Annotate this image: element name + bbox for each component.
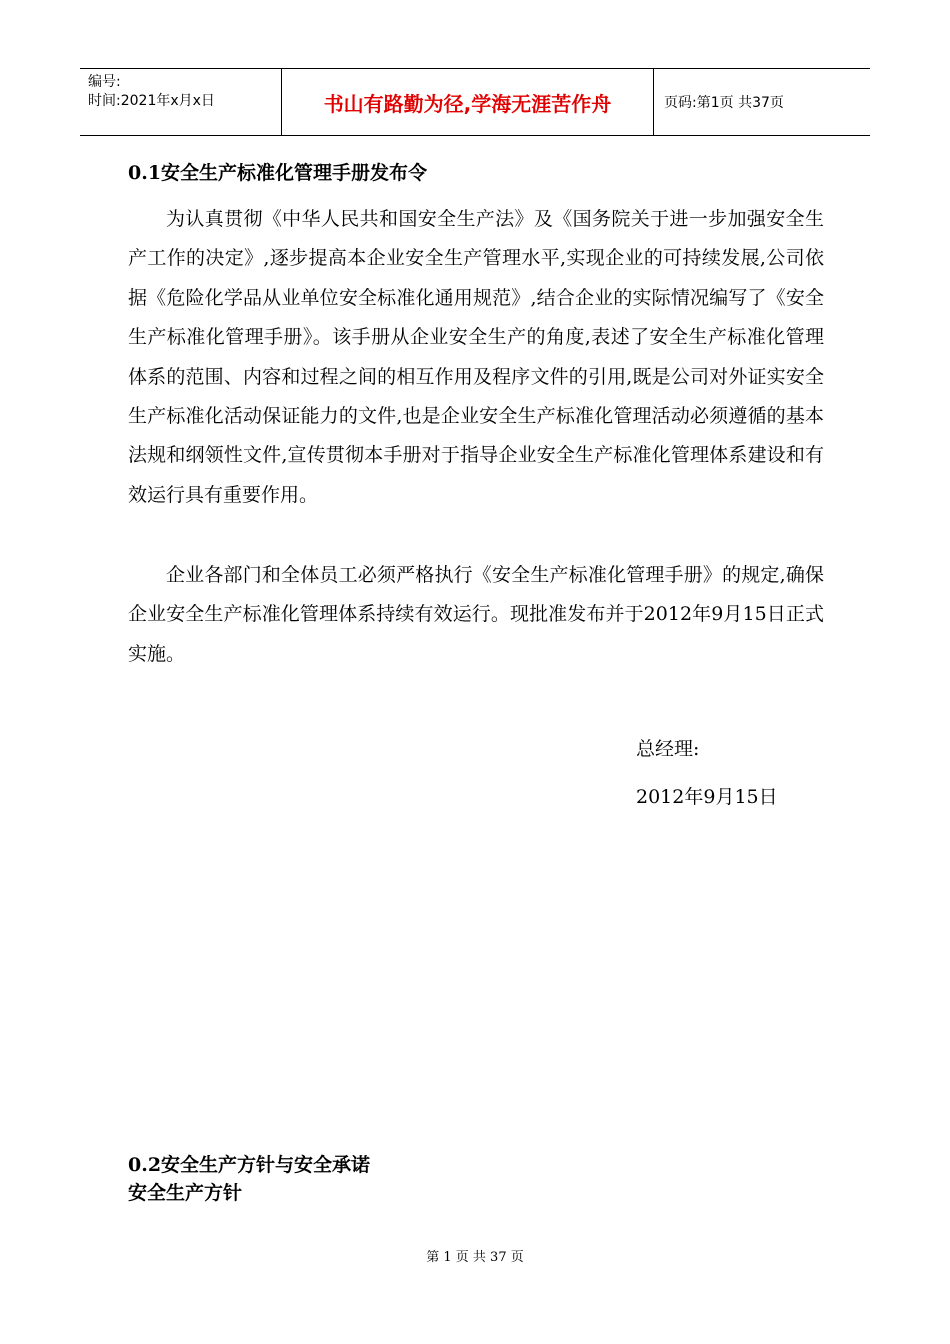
paragraph-release-decree: 企业各部门和全体员工必须严格执行《安全生产标准化管理手册》的规定,确保企业安全生产标准化管理体系持续有效运行。现批准发布并于2012年9月15日正式实施。 bbox=[128, 564, 824, 665]
page-header bbox=[80, 68, 870, 136]
document-number-label: 编号: bbox=[88, 74, 121, 90]
subsection-title-safety-policy: 安全生产方针 bbox=[128, 1182, 243, 1204]
header-page-info: 页码:第1页 共37页 bbox=[664, 95, 784, 111]
section-title-safety-policy: 0.2安全生产方针与安全承诺 bbox=[128, 1154, 371, 1176]
page-footer: 第 1 页 共 37 页 bbox=[426, 1250, 524, 1265]
signature-date: 2012年9月15日 bbox=[636, 786, 778, 808]
signer-label: 总经理: bbox=[636, 738, 700, 760]
paragraph-release-intro: 为认真贯彻《中华人民共和国安全生产法》及《国务院关于进一步加强安全生产工作的决定》,逐步提高本企业安全生产管理水平,实现企业的可持续发展,公司依据《危险化学品从业单位安全标准化通用规范》,结合企业的实际情况编写了《安全生产标准化管理手册》。该手册从企业安全生产的角度,表述了安全生产标准化管理体系的范围、内容和过程之间的相互作用及程序文件的引用,既是公司对外证实安全生产标准化活动保证能力的文件,也是企业安全生产标准化管理活动必须遵循的基本法规和纲领性文件,宣传贯彻本手册对于指导企业安全生产标准化管理体系建设和有效运行具有重要作用。 bbox=[128, 208, 824, 506]
header-motto: 书山有路勤为径,学海无涯苦作舟 bbox=[282, 69, 654, 135]
header-meta bbox=[80, 69, 282, 135]
document-time-label: 时间:2021年x月x日 bbox=[88, 93, 215, 109]
section-title-release-order: 0.1安全生产标准化管理手册发布令 bbox=[128, 162, 428, 184]
